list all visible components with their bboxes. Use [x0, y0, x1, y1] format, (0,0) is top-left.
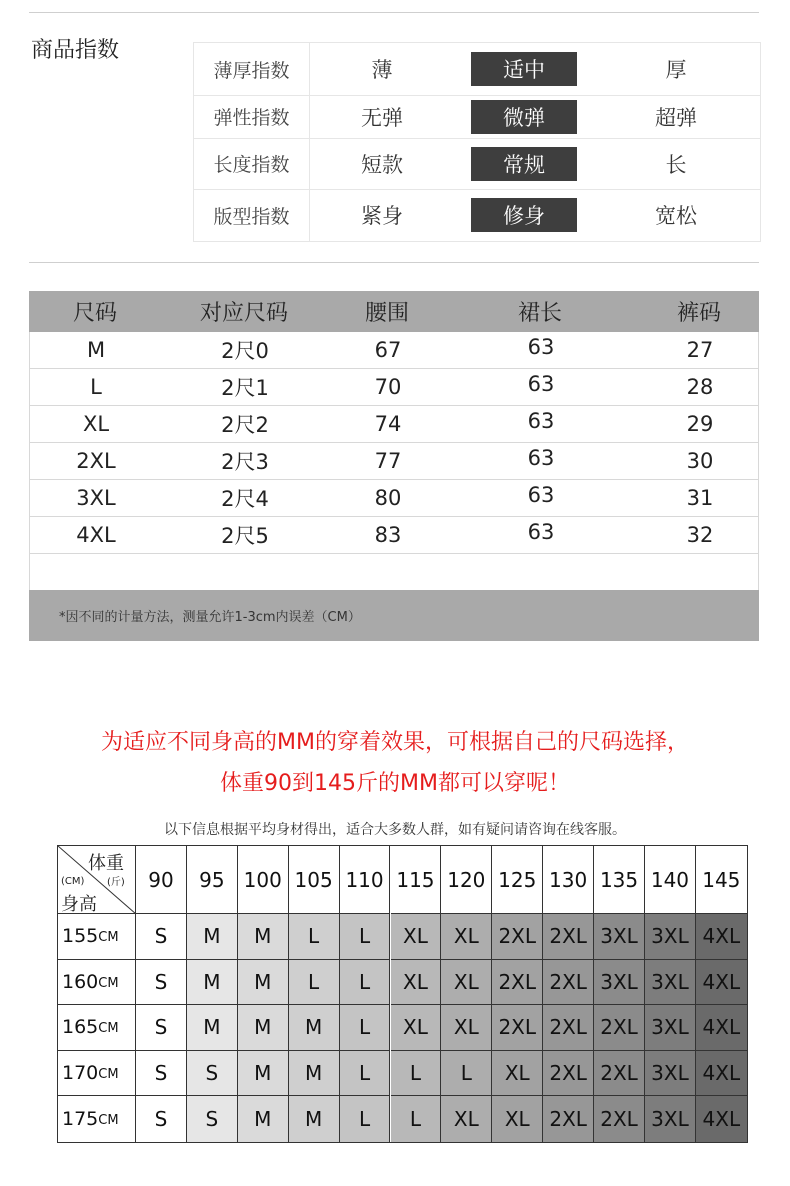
height-header-cell: [58, 914, 136, 960]
size-recommendation-cell: 2XL: [492, 914, 543, 960]
index-option-label: 宽松: [655, 204, 697, 228]
size-recommendation-cell: L: [391, 1096, 442, 1142]
index-option-label: 无弹: [361, 105, 403, 130]
size-cell: 2尺2: [221, 413, 269, 437]
size-recommendation-cell: S: [136, 1051, 187, 1097]
weight-header-cell: 95: [187, 846, 238, 914]
size-recommendation-cell: M: [289, 1051, 340, 1097]
size-cell: 70: [374, 375, 402, 399]
product-index-title: 商品指数: [31, 38, 120, 63]
middle-divider: [29, 262, 759, 263]
size-recommendation-cell: 2XL: [594, 1005, 645, 1051]
measurement-note: *因不同的计量方法，测量允许1-3cm内误差（CM）: [59, 610, 361, 625]
size-cell: 63: [527, 409, 555, 433]
size-header-cell: 腰围: [364, 301, 409, 326]
height-value: 155: [62, 925, 99, 948]
size-recommendation-cell: 3XL: [594, 960, 645, 1006]
size-recommendation-cell: 4XL: [696, 1005, 747, 1051]
corner-weight-unit: (斤): [107, 877, 125, 888]
size-recommendation-cell: 3XL: [645, 1005, 696, 1051]
size-header-cell: 尺码: [72, 301, 117, 326]
size-recommendation-cell: XL: [441, 960, 492, 1006]
size-recommendation-cell: S: [187, 1096, 238, 1142]
size-header-cell: 对应尺码: [199, 301, 288, 326]
size-cell: 29: [686, 412, 714, 436]
table-row: [29, 406, 759, 443]
size-recommendation-cell: S: [136, 1096, 187, 1142]
size-recommendation-cell: 4XL: [696, 1096, 747, 1142]
top-divider: [29, 12, 759, 13]
grid-corner: [58, 846, 136, 914]
size-recommendation-cell: 2XL: [543, 1096, 594, 1142]
index-label: 版型指数: [194, 189, 310, 241]
size-recommendation-cell: XL: [492, 1051, 543, 1097]
size-recommendation-cell: L: [340, 1096, 391, 1142]
size-recommendation-cell: S: [136, 960, 187, 1006]
weight-header-cell: 120: [441, 846, 492, 914]
size-cell: 83: [374, 523, 402, 547]
size-cell: 28: [686, 375, 714, 399]
index-option-label: 超弹: [655, 105, 697, 130]
size-cell: 63: [527, 372, 555, 396]
size-recommendation-cell: 2XL: [543, 960, 594, 1006]
height-unit: CM: [98, 975, 119, 991]
weight-header-cell: 125: [492, 846, 543, 914]
height-value: 175: [62, 1108, 99, 1131]
size-recommendation-cell: 4XL: [696, 914, 747, 960]
size-cell: 2XL: [76, 449, 116, 473]
height-unit: CM: [98, 930, 119, 946]
size-recommendation-cell: L: [441, 1051, 492, 1097]
corner-weight-label: 体重: [88, 853, 124, 874]
height-header-cell: [58, 1051, 136, 1097]
size-recommendation-cell: M: [238, 914, 289, 960]
weight-header-cell: 130: [543, 846, 594, 914]
size-cell: 67: [374, 338, 402, 362]
index-option: [322, 138, 442, 189]
size-recommendation-cell: XL: [492, 1096, 543, 1142]
index-option-label: 紧身: [361, 204, 403, 228]
size-cell: 63: [527, 446, 555, 470]
size-recommendation-cell: 2XL: [492, 1005, 543, 1051]
corner-height-label: 身高: [61, 894, 97, 914]
size-recommendation-cell: L: [340, 914, 391, 960]
table-row: [29, 480, 759, 517]
index-option: [616, 189, 736, 241]
size-recommendation-cell: M: [238, 960, 289, 1006]
size-cell: 2尺1: [221, 376, 269, 400]
size-recommendation-cell: L: [289, 960, 340, 1006]
size-recommendation-cell: L: [340, 1005, 391, 1051]
size-cell: 2尺0: [221, 339, 269, 363]
size-recommendation-cell: M: [238, 1096, 289, 1142]
size-table-header: [29, 291, 759, 332]
index-option: [322, 43, 442, 95]
size-recommendation-cell: XL: [391, 1005, 442, 1051]
size-recommendation-cell: 3XL: [594, 914, 645, 960]
size-recommendation-cell: 4XL: [696, 960, 747, 1006]
size-recommendation-cell: L: [340, 1051, 391, 1097]
size-cell: 2尺4: [221, 487, 269, 511]
weight-header-cell: 100: [238, 846, 289, 914]
weight-header-cell: 145: [696, 846, 747, 914]
weight-header-cell: 105: [289, 846, 340, 914]
index-option-selected: [464, 138, 584, 189]
size-recommendation-cell: 3XL: [645, 914, 696, 960]
height-header-cell: [58, 960, 136, 1006]
size-cell: 80: [374, 486, 402, 510]
index-option-label: 短款: [361, 152, 403, 177]
size-recommendation-cell: M: [238, 1051, 289, 1097]
size-cell: 74: [374, 412, 402, 436]
size-recommendation-cell: M: [289, 1005, 340, 1051]
size-recommendation-cell: 2XL: [543, 914, 594, 960]
size-cell: L: [90, 375, 102, 399]
size-recommendation-cell: XL: [391, 960, 442, 1006]
index-option-label: 修身: [471, 198, 577, 232]
height-value: 170: [62, 1062, 99, 1085]
size-recommendation-cell: XL: [441, 1096, 492, 1142]
size-recommendation-cell: 3XL: [645, 1051, 696, 1097]
size-recommendation-cell: M: [187, 1005, 238, 1051]
height-value: 165: [62, 1016, 99, 1039]
size-table: [29, 291, 759, 641]
size-recommendation-cell: XL: [391, 914, 442, 960]
size-recommendation-cell: 4XL: [696, 1051, 747, 1097]
size-recommendation-cell: S: [136, 914, 187, 960]
index-option-selected: [464, 95, 584, 138]
index-option-label: 长: [665, 152, 687, 177]
size-cell: 27: [686, 338, 714, 362]
size-recommendation-cell: M: [187, 960, 238, 1006]
size-recommendation-cell: 2XL: [594, 1051, 645, 1097]
size-cell: 30: [686, 449, 714, 473]
size-header-cell: 裙长: [517, 301, 562, 326]
index-option: [616, 43, 736, 95]
height-unit: CM: [98, 1067, 119, 1083]
index-label: 薄厚指数: [194, 43, 310, 95]
weight-header-cell: 90: [136, 846, 187, 914]
height-value: 160: [62, 970, 99, 993]
size-cell: 2尺3: [221, 450, 269, 474]
size-recommendation-cell: L: [340, 960, 391, 1006]
size-cell: XL: [82, 412, 110, 436]
size-recommendation-cell: S: [136, 1005, 187, 1051]
size-recommendation-cell: L: [289, 914, 340, 960]
size-recommendation-cell: L: [391, 1051, 442, 1097]
index-option-label: 适中: [471, 52, 577, 86]
index-option: [322, 189, 442, 241]
size-cell: 32: [686, 523, 714, 547]
size-recommendation-cell: S: [187, 1051, 238, 1097]
index-option-label: 微弹: [471, 100, 577, 134]
index-row: [194, 138, 760, 190]
table-row: [29, 443, 759, 480]
index-label: 长度指数: [194, 138, 310, 189]
size-note-bar: [29, 590, 759, 641]
index-row: [194, 189, 760, 241]
size-header-cell: 裤码: [676, 301, 721, 326]
size-recommendation-cell: M: [289, 1096, 340, 1142]
table-row: [29, 332, 759, 369]
size-cell: 77: [374, 449, 402, 473]
index-option-selected: [464, 43, 584, 95]
size-cell: M: [86, 338, 106, 362]
promo-line-2: 体重90到145斤的MM都可以穿呢！: [220, 771, 570, 796]
index-option-label: 厚: [665, 58, 687, 82]
size-recommendation-cell: M: [187, 914, 238, 960]
size-cell: 63: [527, 520, 555, 544]
index-row: [194, 95, 760, 139]
weight-header-cell: 140: [645, 846, 696, 914]
weight-header-cell: 135: [594, 846, 645, 914]
product-index-table: [193, 42, 761, 242]
height-unit: CM: [98, 1021, 119, 1037]
size-recommendation-cell: 3XL: [645, 1096, 696, 1142]
index-row: [194, 43, 760, 96]
size-recommendation-cell: 2XL: [492, 960, 543, 1006]
size-recommendation-cell: XL: [441, 1005, 492, 1051]
index-option: [322, 95, 442, 138]
size-cell: 63: [527, 335, 555, 359]
size-table-empty-row: [29, 554, 759, 590]
index-option: [616, 138, 736, 189]
size-recommendation-cell: 2XL: [543, 1005, 594, 1051]
fit-grid: [57, 845, 748, 1143]
size-cell: 2尺5: [221, 524, 269, 548]
index-option-selected: [464, 189, 584, 241]
index-label: 弹性指数: [194, 95, 310, 138]
weight-header-cell: 115: [391, 846, 442, 914]
promo-line-1: 为适应不同身高的MM的穿着效果，可根据自己的尺码选择，: [101, 730, 689, 755]
size-recommendation-cell: 2XL: [543, 1051, 594, 1097]
table-row: [29, 369, 759, 406]
height-unit: CM: [98, 1113, 119, 1129]
info-line: 以下信息根据平均身材得出，适合大多数人群，如有疑问请咨询在线客服。: [164, 822, 626, 838]
size-cell: 63: [527, 483, 555, 507]
index-option-label: 薄: [371, 58, 393, 82]
size-recommendation-cell: 3XL: [645, 960, 696, 1006]
index-option-label: 常规: [471, 147, 577, 181]
weight-header-cell: 110: [340, 846, 391, 914]
size-cell: 4XL: [76, 523, 116, 547]
corner-height-unit: (CM): [61, 876, 85, 887]
size-recommendation-cell: M: [238, 1005, 289, 1051]
index-option: [616, 95, 736, 138]
height-header-cell: [58, 1005, 136, 1051]
height-header-cell: [58, 1096, 136, 1142]
size-cell: 3XL: [76, 486, 116, 510]
size-recommendation-cell: 2XL: [594, 1096, 645, 1142]
table-row: [29, 517, 759, 554]
size-cell: 31: [686, 486, 714, 510]
size-recommendation-cell: XL: [441, 914, 492, 960]
